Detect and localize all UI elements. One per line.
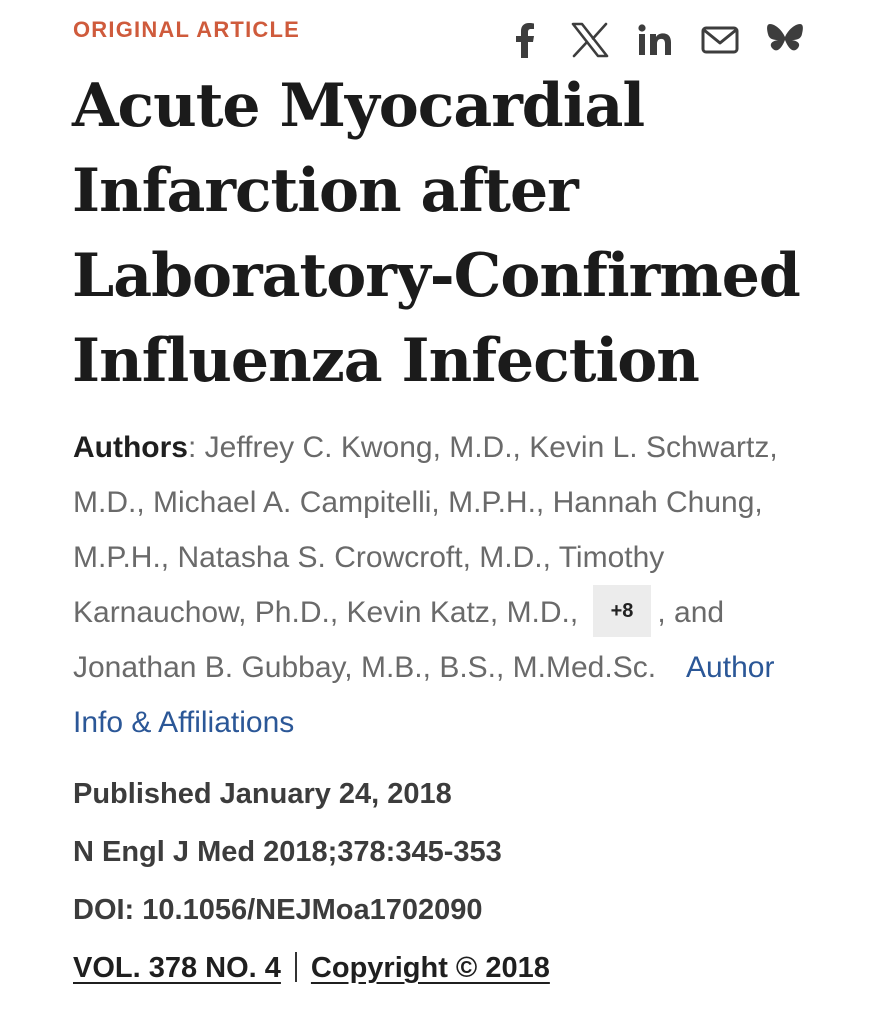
doi: DOI: 10.1056/NEJMoa1702090 [73,894,483,926]
publication-info [73,768,550,1000]
author-list [73,420,813,750]
volume-issue-link[interactable]: VOL. 378 NO. 4 [73,952,281,984]
x-share-button[interactable] [566,20,614,60]
authors-label: Authors [73,431,188,464]
facebook-icon [514,22,536,58]
email-share-button[interactable] [696,20,744,60]
authors-names-first: Jeffrey C. Kwong, M.D., Kevin L. Schwartz, M.D., Michael A. Campitelli, M.P.H., Hannah Chung, M.P.H., Natasha S. Crowcroft, M.D., Timothy Karnauchow, Ph.D., Kevin Katz, M.D., [73,431,778,629]
author-info-affiliations-link[interactable]: Author Info & Affiliations [73,651,775,740]
copyright-link[interactable]: Copyright © 2018 [310,952,550,984]
mail-icon [701,26,739,54]
authors-colon: : [188,431,197,464]
x-icon [571,22,609,58]
volume-copyright-row [73,942,550,1000]
linkedin-icon [638,24,672,56]
show-more-authors-button[interactable]: +8 [593,585,652,637]
butterfly-icon [766,23,804,57]
journal-citation: N Engl J Med 2018;378:345-353 [73,836,502,868]
facebook-share-button[interactable] [501,20,549,60]
linkedin-share-button[interactable] [631,20,679,60]
bluesky-share-button[interactable] [761,20,809,60]
article-title: Acute Myocardial Infarction after Laboratory-Confirmed Influenza Infection [72,71,800,396]
article-type-label: ORIGINAL ARTICLE [73,17,300,42]
divider [295,952,297,982]
authors-names-last: , and Jonathan B. Gubbay, M.B., B.S., M.Med.Sc. [73,596,725,685]
share-bar [484,20,809,60]
published-date: Published January 24, 2018 [73,778,452,810]
